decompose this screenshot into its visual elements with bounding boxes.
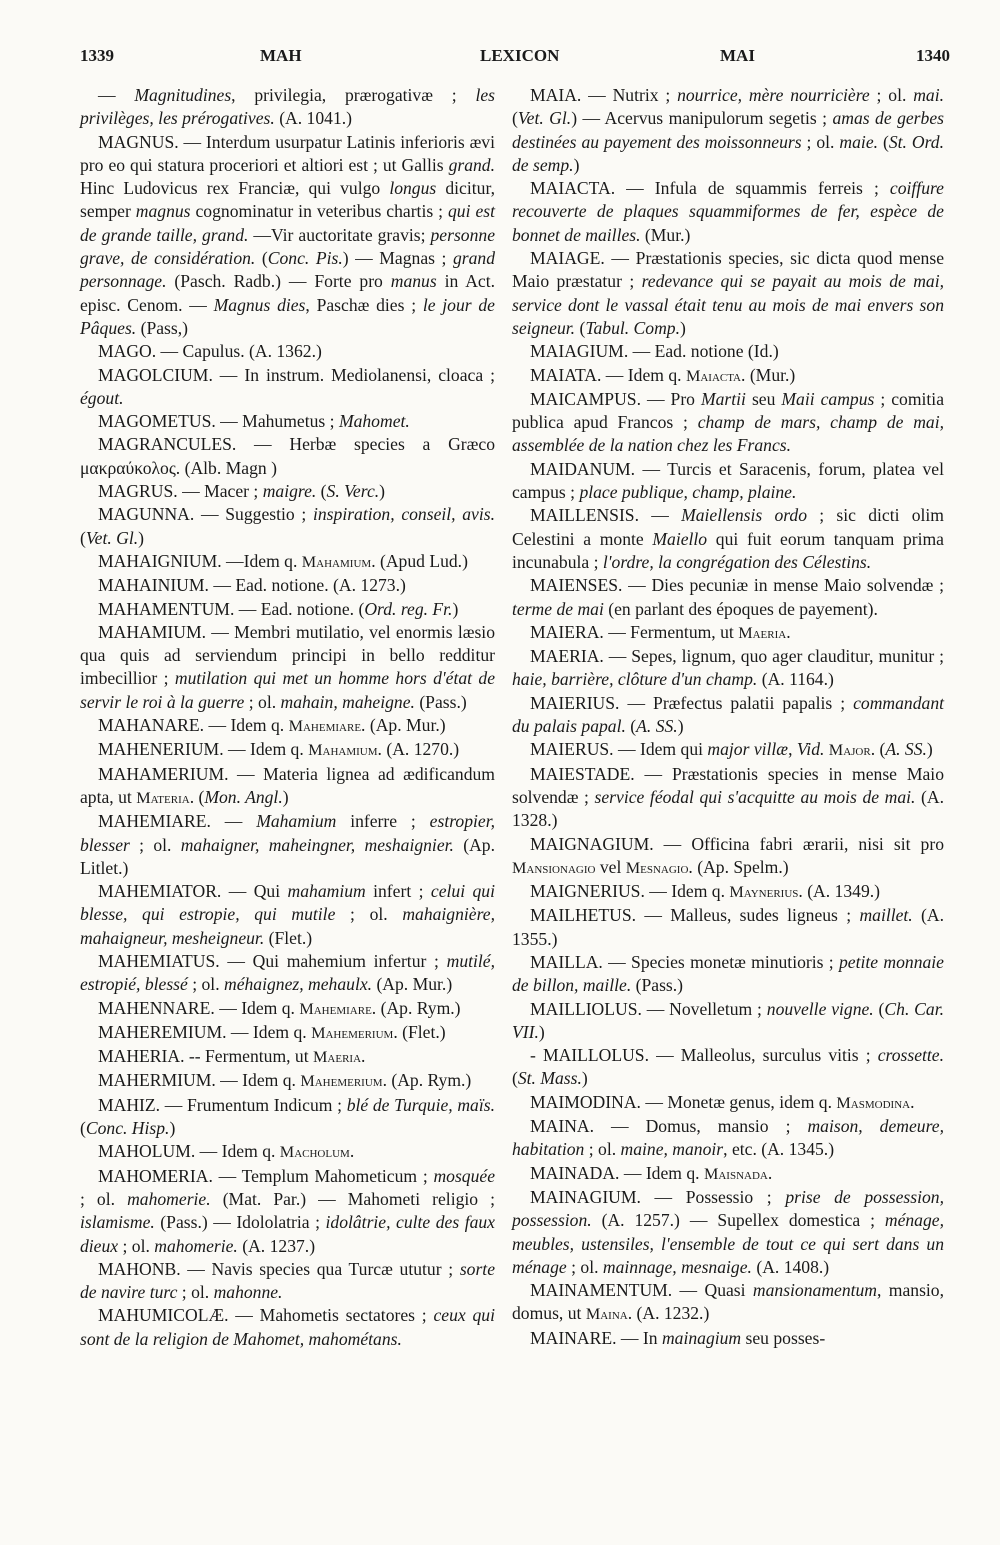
entry-mago: MAGO. — Capulus. (A. 1362.) [98,341,322,362]
entry-mahonb: MAHONB. — Navis species qua Turcæ ututur ; sorte de navire turc ; ol. mahonne. [80,1258,495,1303]
entry-maheria: MAHERIA. -- Fermentum, ut Maeria. [98,1046,366,1067]
entry-mainare: MAINARE. — In mainagium seu posses- [530,1327,826,1348]
entry-maheremium: MAHEREMIUM. — Idem q. Mahemerium. (Flet.) [98,1021,446,1042]
entry-maignagium: MAIGNAGIUM. — Officina fabri ærarii, nisi sit pro Mansionagio vel Mesnagio. (Ap. Spelm.) [512,833,944,877]
running-header [80,46,950,74]
right-guide-word: MAI [720,46,755,65]
left-column [80,84,495,1351]
entry-mainamentum: MAINAMENTUM. — Quasi mansionamentum, mansio, domus, ut Maina. (A. 1232.) [512,1280,944,1324]
entry-maiagium: MAIAGIUM. — Ead. notione (Id.) [530,341,779,362]
entry-mahemiatus: MAHEMIATUS. — Qui mahemium infertur ; mutilé, estropié, blessé ; ol. méhaignez, mehaulx. (Ap. Mur.) [80,950,495,995]
entry-maienses: MAIENSES. — Dies pecuniæ in mense Maio solvendæ ; terme de mai (en parlant des époques de payement). [512,575,944,619]
entry-maimodina: MAIMODINA. — Monetæ genus, idem q. Masmodina. [530,1091,915,1112]
entry-mahamium: MAHAMIUM. — Membri mutilatio, vel enormis læsio qua quis ad serviendum principi in bello redditur imbecillior ; mutilation qui met un homme hors d'état de servir le roi à la guerre ; ol. mahain, maheigne. (Pass.) [80,621,495,712]
entry-mailla: MAILLA. — Species monetæ minutioris ; petite monnaie de billon, maille. (Pass.) [512,951,944,996]
entry-maia: MAIA. — Nutrix ; nourrice, mère nourricière ; ol. mai. (Vet. Gl.) — Acervus manipulorum segetis ; amas de gerbes destinées au payement des moissonneurs ; ol. maie. (St. Ord. de semp.) [512,85,944,175]
entry-mahiz: MAHIZ. — Frumentum Indicum ; blé de Turquie, maïs. (Conc. Hisp.) [80,1094,495,1139]
entry-mahenerium: MAHENERIUM. — Idem q. Mahamium. (A. 1270.) [98,739,460,760]
entry-maierus: MAIERUS. — Idem qui major villæ, Vid. Major. (A. SS.) [530,739,933,760]
entry-mahaignium: MAHAIGNIUM. —Idem q. Mahamium. (Apud Lud.) [98,550,468,571]
entry-mahemiare: MAHEMIARE. — Mahamium inferre ; estropier, blesser ; ol. mahaigner, maheingner, meshaignier. (Ap. Litlet.) [80,811,495,878]
entry-maignerius: MAIGNERIUS. — Idem q. Maynerius. (A. 1349.) [530,881,880,902]
entry-mahermium: MAHERMIUM. — Idem q. Mahemerium. (Ap. Rym.) [98,1070,472,1091]
entry-mailliolus: MAILLIOLUS. — Novelletum ; nouvelle vigne. (Ch. Car. VII.) [512,998,945,1042]
entry-maiata: MAIATA. — Idem q. Maiacta. (Mur.) [530,364,796,385]
left-page-number: 1339 [80,46,114,65]
right-page-number: 1340 [916,46,950,65]
entry-maeria: MAERIA. — Sepes, lignum, quo ager clauditur, munitur ; haie, barrière, clôture d'un champ. (A. 1164.) [512,646,944,690]
entry-mainada: MAINADA. — Idem q. Maisnada. [530,1162,773,1183]
entry-maierius: MAIERIUS. — Præfectus palatii papalis ; commandant du palais papal. (A. SS.) [512,692,944,737]
entry-magrancules: MAGRANCULES. — Herbæ species a Græco μακραύκολος. (Alb. Magn ) [80,434,495,478]
entry-maiestade: MAIESTADE. — Præstationis species in mense Maio solvendæ ; service féodal qui s'acquitte au mois de mai. (A. 1328.) [512,763,944,831]
entry-maicampus: MAICAMPUS. — Pro Martii seu Maii campus ; comitia publica apud Francos ; champ de mars, champ de mai, assemblée de la nation chez les Francs. [512,388,945,456]
entry-maillensis: MAILLENSIS. — Maiellensis ordo ; sic dicti olim Celestini a monte Maiello qui fuit eorum tanquam prima incunabula ; l'ordre, la congrégation des Célestins. [512,505,944,572]
entry-magnus: MAGNUS. — Interdum usurpatur Latinis inferioris ævi pro eo qui statura proceriori et altiori est ; ut Gallis grand. Hinc Ludovicus rex Franciæ, qui vulgo longus dicitur, semper magnus cognominatur in veteribus chartis ; qui est de grande taille, grand. —Vir auctoritate gravis; personne grave, de considération. (Conc. Pis.) — Magnas ; grand personnage. (Pasch. Radb.) — Forte pro manus in Act. episc. Cenom. — Magnus dies, Paschæ dies ; le jour de Pâques. (Pass,) [80,131,496,338]
entry-mahainium: MAHAINIUM. — Ead. notione. (A. 1273.) [98,575,406,596]
entry-maiera: MAIERA. — Fermentum, ut Maeria. [530,621,791,642]
entry-mahumicolae: MAHUMICOLÆ. — Mahometis sectatores ; ceux qui sont de la religion de Mahomet, mahométans. [80,1305,495,1349]
entry-magrus: MAGRUS. — Macer ; maigre. (S. Verc.) [98,481,386,502]
entry-mahemiator: MAHEMIATOR. — Qui mahamium infert ; celui qui blesse, qui estropie, qui mutile ; ol. mahaignière, mahaigneur, mesheigneur. (Flet.) [80,881,495,948]
entry-mahennare: MAHENNARE. — Idem q. Mahemiare. (Ap. Rym.) [98,997,461,1018]
entry-maina: MAINA. — Domus, mansio ; maison, demeure, habitation ; ol. maine, manoir, etc. (A. 1345.) [512,1116,944,1160]
entry-magunna: MAGUNNA. — Suggestio ; inspiration, conseil, avis. (Vet. Gl.) [80,504,495,548]
right-column [512,84,944,1350]
entry-mailhetus: MAILHETUS. — Malleus, sudes ligneus ; maillet. (A. 1355.) [512,905,944,949]
entry-magometus: MAGOMETUS. — Mahumetus ; Mahomet. [98,411,410,432]
entry-maillolus: - MAILLOLUS. — Malleolus, surculus vitis ; crossette. (St. Mass.) [512,1045,944,1089]
entry-mahamerium: MAHAMERIUM. — Materia lignea ad ædificandum apta, ut Materia. (Mon. Angl.) [80,763,495,807]
entry-magnitudines: — Magnitudines, privilegia, prærogativæ ; les privilèges, les prérogatives. (A. 1041.) [80,85,495,129]
entry-mainagium: MAINAGIUM. — Possessio ; prise de possession, possession. (A. 1257.) — Supellex domestica ; ménage, meubles, ustensiles, l'ensemble de tout ce qui sert dans un ménage ; ol. mainnage, mesnaige. (A. 1408.) [512,1186,944,1277]
lexicon-title: LEXICON [480,46,560,65]
entry-maidanum: MAIDANUM. — Turcis et Saracenis, forum, platea vel campus ; place publique, champ, plaine. [512,458,944,503]
left-guide-word: MAH [260,46,302,65]
entry-maiage: MAIAGE. — Præstationis species, sic dicta quod mense Maio præstatur ; redevance qui se payait au mois de mai, service dont le vassal était tenu au mois de mai envers son seigneur. (Tabul. Comp.) [512,248,944,338]
entry-mahanare: MAHANARE. — Idem q. Mahemiare. (Ap. Mur.) [98,715,446,736]
entry-mahamentum: MAHAMENTUM. — Ead. notione. (Ord. reg. Fr.) [98,598,459,619]
entry-magolcium: MAGOLCIUM. — In instrum. Mediolanensi, cloaca ; égout. [80,364,495,408]
entry-maholum: MAHOLUM. — Idem q. Macholum. [98,1141,355,1162]
entry-maiacta: MAIACTA. — Infula de squammis ferreis ; coiffure recouverte de plaques squammiformes de fer, espèce de bonnet de mailles. (Mur.) [512,178,944,245]
entry-mahomeria: MAHOMERIA. — Templum Mahometicum ; mosquée ; ol. mahomerie. (Mat. Par.) — Mahometi religio ; islamisme. (Pass.) — Idololatria ; idolâtrie, culte des faux dieux ; ol. mahomerie. (A. 1237.) [80,1165,495,1256]
